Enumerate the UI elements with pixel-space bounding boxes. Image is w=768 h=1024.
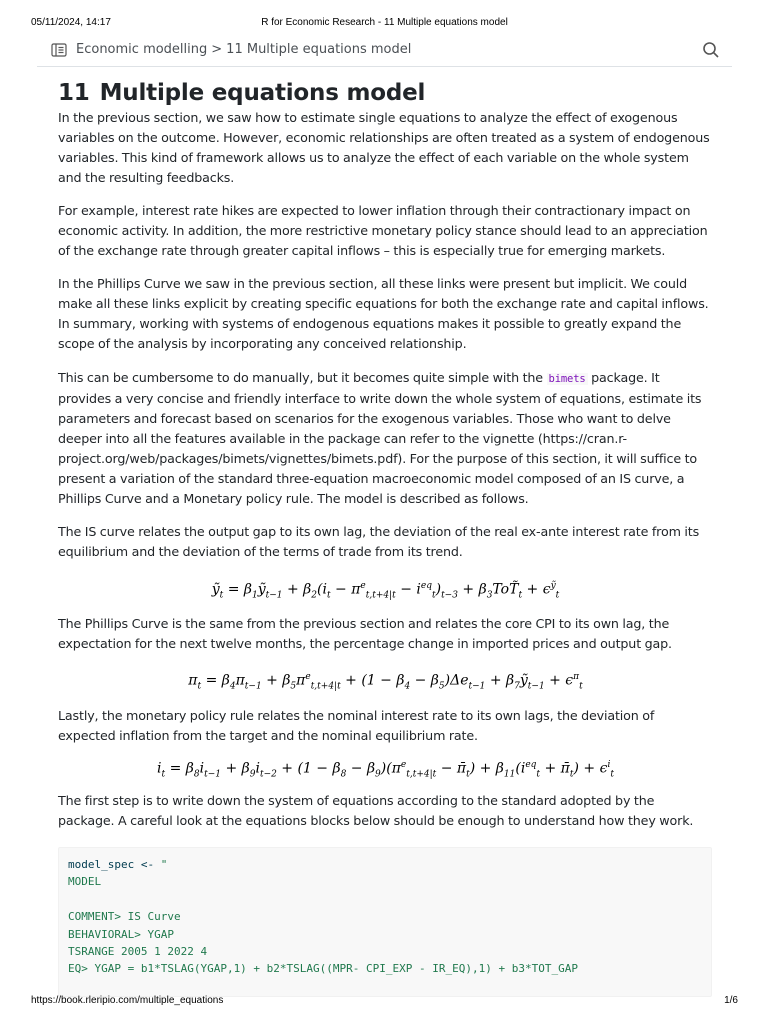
inline-code: bimets <box>548 373 586 385</box>
code-line: EQ> YGAP = b1*TSLAG(YGAP,1) + b2*TSLAG((MPR- CPI_EXP - IR_EQ),1) + b3*TOT_GAP <box>68 962 578 976</box>
code-line: BEHAVIORAL> YGAP <box>68 927 174 941</box>
paragraph: The Phillips Curve is the same from the previous section and relates the core CPI to its own lag, the expectation for the next twelve months, the percentage change in imported prices and output gap. <box>58 616 672 651</box>
chapter-number: 11 <box>58 80 90 106</box>
breadcrumb <box>76 42 411 57</box>
code-content <box>68 856 578 978</box>
search-icon[interactable] <box>702 41 720 59</box>
paragraph-text: This can be cumbersome to do manually, but it becomes quite simple with the <box>58 370 547 385</box>
paragraph: The IS curve relates the output gap to its own lag, the deviation of the real ex-ante interest rate from its equilibrium and the deviation of the terms of trade from its trend. <box>58 524 700 559</box>
code-block[interactable] <box>58 847 712 997</box>
code-line: COMMENT> IS Curve <box>68 910 181 924</box>
code-line: TSRANGE 2005 1 2022 4 <box>68 945 208 959</box>
monetary-policy-rule-equation: $i_t = \beta_8i_{t-1} + \beta_9i_{t-2} + (1 - \beta_8 - \beta_9)(\pi^e_{t,t+4|t}$ − $\pī_t) + \beta_{11}(i^{eq}_t$ + $\pī_t) + \epsilon^i_t$ <box>157 760 614 780</box>
sidebar-toggle-icon[interactable] <box>51 42 67 56</box>
code-line: model_spec <- <box>68 858 161 871</box>
code-string: " <box>160 858 168 871</box>
main-content <box>58 78 713 828</box>
paragraph: Lastly, the monetary policy rule relates the nominal interest rate to its own lags, the deviation of expected inflation from the target and the nominal equilibrium rate. <box>58 708 655 743</box>
breadcrumb-separator: > <box>211 42 223 57</box>
code-line: MODEL <box>68 875 102 889</box>
print-page-number: 1/6 <box>724 995 738 1006</box>
breadcrumb-current-link[interactable]: 11 Multiple equations model <box>226 42 412 57</box>
breadcrumb-parent-link[interactable]: Economic modelling <box>76 42 208 57</box>
chapter-title-text: Multiple equations model <box>99 80 426 106</box>
paragraph: For example, interest rate hikes are expected to lower inflation through their contractionary impact on economic activity. In addition, the more restrictive monetary policy stance should lead to an appreciation of the exchange rate through greater capital inflows – this is especially true for emerging markets. <box>58 203 708 258</box>
is-curve-equation: ỹ$_t$ = $\beta_1ỹ_{t-1} + \beta_2(i_t - \pi^e_{t,t+4|t} - i^{eq}_t)_{t-3}$ + $\beta_3ToT̃_t + \epsilon^ỹ_t$ <box>211 581 560 601</box>
print-datetime: 05/11/2024, 14:17 <box>31 17 111 28</box>
print-page-title: R for Economic Research - 11 Multiple equations model <box>261 17 508 28</box>
paragraph: In the previous section, we saw how to estimate single equations to analyze the effect of exogenous variables on the outcome. However, economic relationships are often treated as a system of endogenous variables. This kind of framework allows us to analyze the effect of each variable on the whole system and the resulting feedbacks. <box>58 110 710 185</box>
paragraph-text: package. It provides a very concise and friendly interface to write down the whole system of equations, estimate its parameters and forecast based on scenarios for the exogenous variables. Those who want to delve deeper into all the features available in the package can refer to the vignette (https://cran.r-project.org/web/packages/bimets/vignettes/bimets.pdf). For the purpose of this section, it will suffice to present a variation of the standard three-equation macroeconomic model composed of an IS curve, a Phillips Curve and a Monetary policy rule. The model is described as follows. <box>58 370 702 506</box>
print-url: https://book.rleripio.com/multiple_equations <box>31 995 224 1006</box>
paragraph <box>58 368 713 509</box>
paragraph: The first step is to write down the system of equations according to the standard adopted by the package. A careful look at the equations blocks below should be enough to understand how they work. <box>58 793 694 828</box>
paragraph: In the Phillips Curve we saw in the previous section, all these links were present but implicit. We could make all these links explicit by creating specific equations for both the exchange rate and capital inflows. In summary, working with systems of endogenous equations makes it possible to greatly expand the scope of the analysis by incorporating any conceived relationship. <box>58 276 709 351</box>
print-footer <box>31 995 738 1007</box>
phillips-curve-equation: $\pi_t = \beta_4\pi_{t-1} + \beta_5\pi^e_{t,t+4|t} + (1 - \beta_4 - \beta_5)\Delta e_{t-1}$ + $\beta_7ỹ_{t-1} + \epsilon^\pi_t$ <box>188 672 583 692</box>
print-header <box>31 17 738 31</box>
top-navbar <box>37 36 732 67</box>
chapter-title <box>58 78 713 109</box>
